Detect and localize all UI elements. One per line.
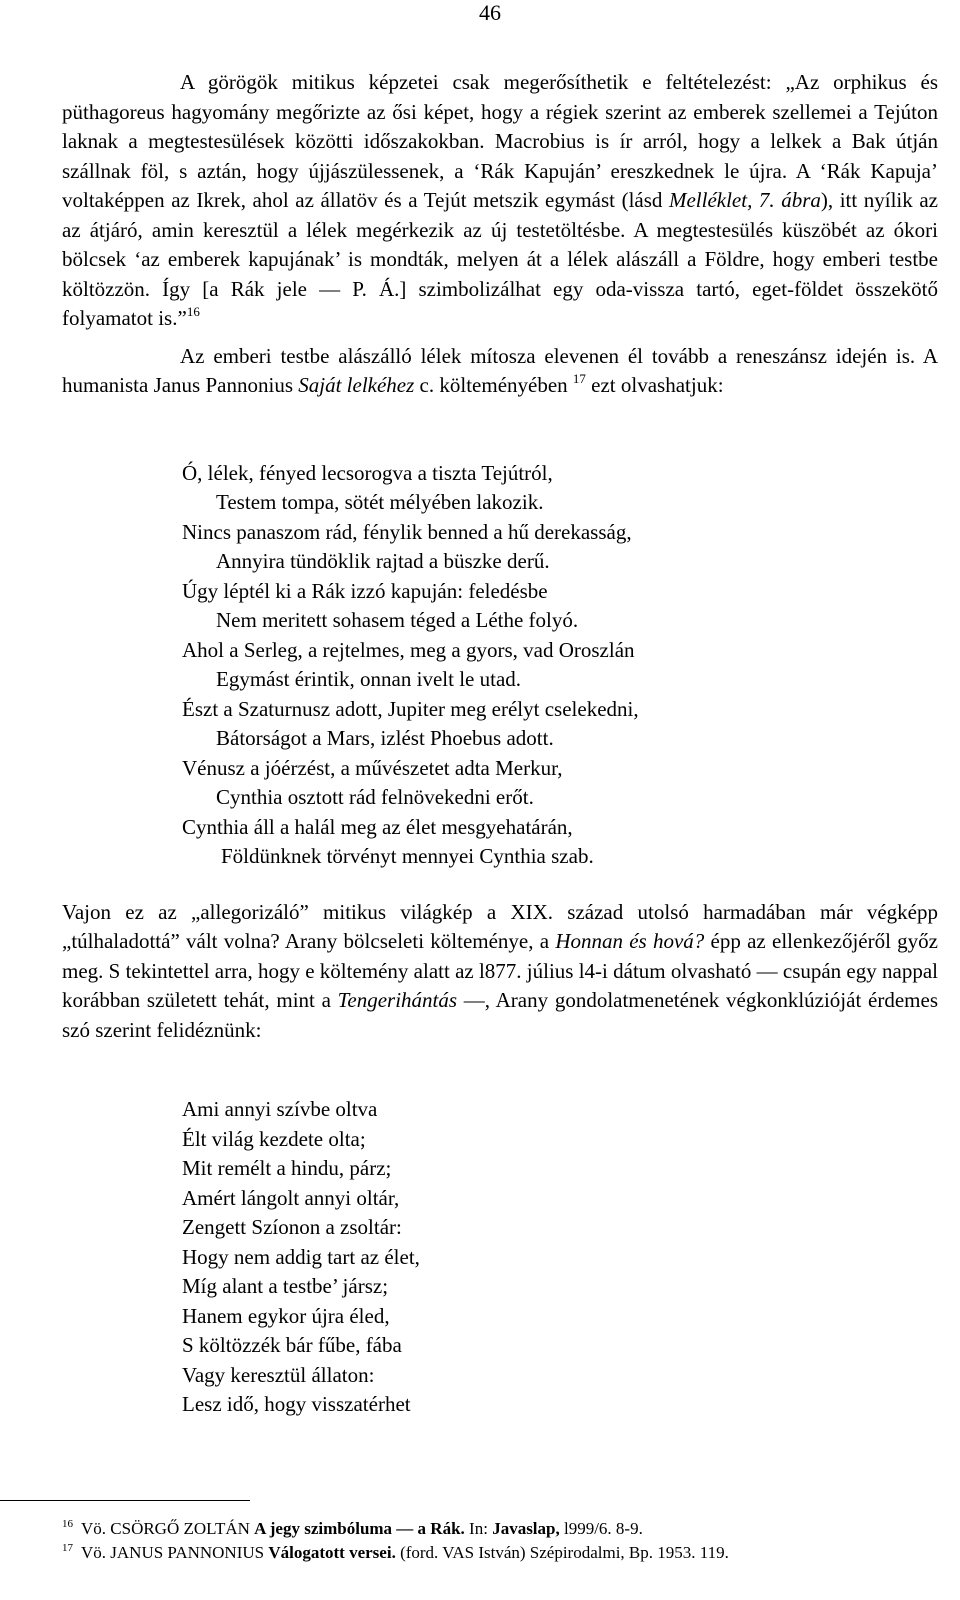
poem-line: Hogy nem addig tart az élet,	[182, 1244, 420, 1269]
footnote-number: 17	[62, 1542, 73, 1554]
footnote-bold: A jegy szimbóluma — a Rák.	[254, 1519, 465, 1538]
poem-line: Zengett Szíonon a zsoltár:	[182, 1215, 402, 1239]
paragraph-2	[62, 342, 938, 401]
poem-arany	[182, 1095, 938, 1420]
poem-line: Nem meritett sohasem téged a Léthe folyó.	[216, 608, 579, 632]
paragraph-3-text-a: Vajon ez az „allegorizáló” mitikus világkép a XIX. század utolsó harmadában már végképp „túlhaladottá” vált volna? Arany bölcseleti költeménye, a	[62, 899, 938, 953]
footnote-17	[62, 1541, 938, 1565]
poem-line: Élt világ kezdete olta;	[182, 1126, 366, 1151]
paragraph-1-text-a: A görögök mitikus képzetei csak megerősíthetik e feltételezést: „Az orphikus és püthagoreus hagyomány megőrizte az ősi képet, hogy a régiek szerint az emberek szellemei a Tejúton laknak a megtestesülések közötti időszakokban. Macrobius is ír arról, hogy a lelkek a Bak útján szállnak föl, s aztán, hogy újjászülessenek, a ‘Rák Kapuján’ ereszkednek le újra. A ‘Rák Kapuja’ voltaképpen az Ikrek, ahol az állatöv és a Tejút metszik egymást (lásd	[62, 70, 938, 212]
poem-line: Hanem egykor újra éled,	[182, 1303, 390, 1328]
poem-line: Ami annyi szívbe oltva	[182, 1097, 378, 1121]
poem-line: Mit remélt a hindu, párz;	[182, 1156, 392, 1180]
paragraph-3-text-b: épp az ellenkezőjéről győz meg. S tekintettel arra, hogy e költemény alatt az l877. július l4-i dátum olvasható — csupán egy nappal korábban született tehát, mint a	[62, 929, 939, 1012]
page-number: 46	[479, 0, 501, 25]
poem-line: Vénusz a jóérzést, a művészetet adta Merkur,	[182, 755, 563, 780]
poem-line: Míg alant a testbe’ jársz;	[182, 1274, 389, 1298]
poem-line: Bátorságot a Mars, izlést Phoebus adott.	[216, 726, 554, 750]
poem-line: Annyira tündöklik rajtad a büszke derű.	[216, 549, 550, 573]
poem-line: Cynthia áll a halál meg az élet mesgyehatárán,	[182, 814, 573, 839]
poem-line: S költözzék bár fűbe, fába	[182, 1333, 402, 1357]
footnote-bold: Válogatott versei.	[268, 1543, 396, 1562]
footnote-ref-17[interactable]: 17	[572, 371, 586, 386]
poem-line: Vagy keresztül állaton:	[182, 1362, 375, 1387]
footnote-text: l999/6. 8-9.	[559, 1519, 643, 1538]
page-body	[62, 68, 938, 1420]
footnote-ref-16[interactable]: 16	[186, 304, 200, 319]
poem-line: Ahol a Serleg, a rejtelmes, meg a gyors, vad Oroszlán	[182, 637, 635, 662]
poem-line: Úgy léptél ki a Rák izzó kapuján: feledésbe	[182, 578, 548, 603]
poem-line: Testem tompa, sötét mélyében lakozik.	[216, 490, 544, 514]
paragraph-1-italic: Melléklet, 7. ábra	[668, 188, 821, 212]
footnote-text: In:	[464, 1519, 493, 1538]
footnote-16	[62, 1517, 938, 1541]
footnote-bold: Javaslap,	[492, 1519, 560, 1538]
poem-line: Földünknek törvényt mennyei Cynthia szab.	[221, 844, 594, 868]
paragraph-3	[62, 898, 938, 1046]
poem-line: Észt a Szaturnusz adott, Jupiter meg erélyt cselekedni,	[182, 696, 639, 721]
poem-line: Egymást érintik, onnan ivelt le utad.	[216, 667, 522, 691]
footnote-text: Vö. JANUS PANNONIUS	[81, 1543, 269, 1562]
paragraph-3-italic-2: Tengerihántás	[337, 988, 458, 1012]
paragraph-1-text-b: ), itt nyílik az az átjáró, amin keresztül a lélek megérkezik az új testetöltésbe. A megtestesülés küszöbét az ókori bölcsek ‘az emberek kapujának’ is mondták, melyen át a lélek alászáll a Földre, hogy emberi testbe költözzön. Így [a Rák jele — P. Á.] szimbolizálhat egy oda-vissza tartó, eget-földet összekötő folyamatot is.”	[62, 188, 938, 330]
paragraph-1	[62, 68, 938, 334]
poem-line: Nincs panaszom rád, fénylik benned a hű derekasság,	[182, 519, 632, 544]
footnote-text: Vö. CSÖRGŐ ZOLTÁN	[81, 1519, 255, 1538]
footnotes	[62, 1517, 938, 1565]
paragraph-2-text-a: Az emberi testbe alászálló lélek mítosza elevenen él tovább a reneszánsz idején is. A humanista Janus Pannonius	[62, 343, 938, 397]
footnote-number: 16	[62, 1518, 73, 1530]
paragraph-2-text-c: ezt olvashatjuk:	[585, 373, 724, 397]
paragraph-2-text-b: c. költeményében	[414, 373, 573, 397]
paragraph-3-italic-1: Honnan és hová?	[555, 929, 705, 953]
paragraph-3-text-c: —, Arany gondolatmenetének végkonklúzióját érdemes szó szerint felidéznünk:	[62, 988, 938, 1042]
footnote-divider	[0, 1500, 250, 1501]
poem-line: Ó, lélek, fényed lecsorogva a tiszta Tejútról,	[182, 460, 553, 485]
poem-line: Cynthia osztott rád felnövekedni erőt.	[216, 785, 534, 809]
footnote-text: (ford. VAS István) Szépirodalmi, Bp. 1953. 119.	[395, 1543, 729, 1562]
poem-line: Lesz idő, hogy visszatérhet	[182, 1392, 411, 1416]
poem-line: Amért lángolt annyi oltár,	[182, 1185, 400, 1210]
paragraph-2-italic: Saját lelkéhez	[298, 373, 415, 397]
poem-janus-pannonius	[182, 459, 938, 872]
